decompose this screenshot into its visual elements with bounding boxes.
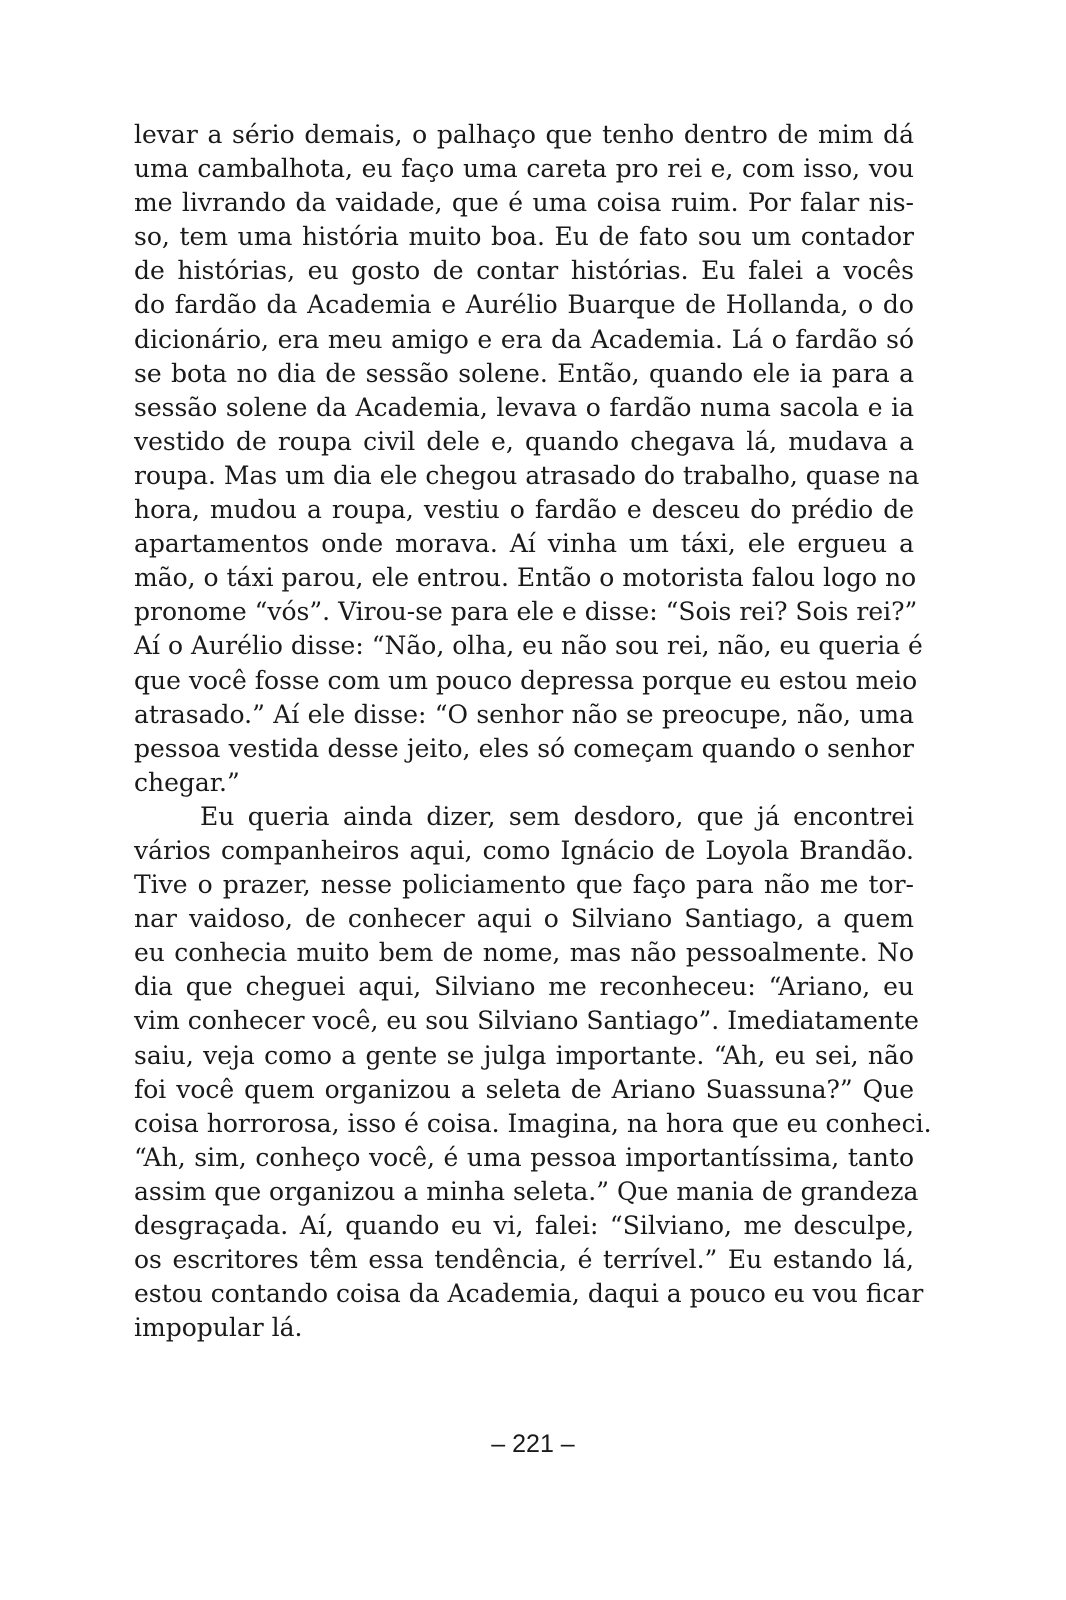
text-line: pessoa vestida desse jeito, eles só começam quando o senhor (134, 733, 914, 763)
text-line: desgraçada. Aí, quando eu vi, falei: “Silviano, me desculpe, (134, 1211, 914, 1240)
text-line: pronome “vós”. Virou-se para ele e disse: “Sois rei? Sois rei?” (134, 597, 918, 627)
text-line: vestido de roupa civil dele e, quando chegava lá, mudava a (134, 426, 914, 456)
text-line: levar a sério demais, o palhaço que tenho dentro de mim dá (134, 120, 914, 149)
body-text (134, 118, 932, 1345)
text-line: hora, mudou a roupa, vestiu o fardão e desceu do prédio de (134, 495, 914, 525)
text-line: dicionário, era meu amigo e era da Academia. Lá o fardão só (134, 324, 914, 354)
text-line: sessão solene da Academia, levava o fardão numa sacola e ia (134, 392, 914, 422)
text-line: apartamentos onde morava. Aí vinha um táxi, ele ergueu a (134, 529, 914, 559)
text-line: Eu queria ainda dizer, sem desdoro, que já encontrei (200, 801, 914, 831)
text-line: saiu, veja como a gente se julga importante. “Ah, eu sei, não (134, 1040, 914, 1070)
text-line: Tive o prazer, nesse policiamento que faço para não me tor- (134, 870, 914, 900)
text-line: atrasado.” Aí ele disse: “O senhor não se preocupe, não, uma (134, 699, 914, 729)
paragraph (134, 118, 923, 800)
text-line: foi você quem organizou a seleta de Ariano Suassuna?” Que (134, 1074, 914, 1104)
text-line: do fardão da Academia e Aurélio Buarque de Hollanda, o do (134, 290, 914, 320)
text-line: mão, o táxi parou, ele entrou. Então o motorista falou logo no (134, 563, 917, 593)
text-line: roupa. Mas um dia ele chegou atrasado do trabalho, quase na (134, 460, 920, 490)
text-line: eu conhecia muito bem de nome, mas não pessoalmente. No (134, 938, 914, 968)
page-number: – 221 – (491, 1430, 575, 1458)
text-line: coisa horrorosa, isso é coisa. Imagina, na hora que eu conheci. (134, 1108, 932, 1138)
text-line: uma cambalhota, eu faço uma careta pro rei e, com isso, vou (134, 154, 914, 184)
text-line: de histórias, eu gosto de contar histórias. Eu falei a vocês (134, 256, 914, 286)
text-line: vim conhecer você, eu sou Silviano Santiago”. Imediatamente (134, 1006, 919, 1036)
text-line: que você fosse com um pouco depressa porque eu estou meio (134, 665, 918, 695)
text-line: nar vaidoso, de conhecer aqui o Silviano Santiago, a quem (134, 904, 914, 934)
text-line: estou contando coisa da Academia, daqui a pouco eu vou ficar (134, 1279, 924, 1309)
paragraph (134, 800, 932, 1346)
text-line: se bota no dia de sessão solene. Então, quando ele ia para a (134, 358, 914, 388)
text-line: assim que organizou a minha seleta.” Que mania de grandeza (134, 1176, 919, 1206)
text-line: dia que cheguei aqui, Silviano me reconheceu: “Ariano, eu (134, 972, 914, 1002)
text-line: vários companheiros aqui, como Ignácio de Loyola Brandão. (134, 835, 914, 865)
text-line: impopular lá. (134, 1313, 303, 1343)
text-line: so, tem uma história muito boa. Eu de fato sou um contador (134, 222, 914, 252)
text-line: chegar.” (134, 767, 240, 797)
text-line: me livrando da vaidade, que é uma coisa ruim. Por falar nis- (134, 188, 914, 218)
text-line: Aí o Aurélio disse: “Não, olha, eu não sou rei, não, eu queria é (134, 631, 923, 661)
text-line: “Ah, sim, conheço você, é uma pessoa importantíssima, tanto (134, 1142, 914, 1172)
text-line: os escritores têm essa tendência, é terrível.” Eu estando lá, (134, 1245, 914, 1275)
